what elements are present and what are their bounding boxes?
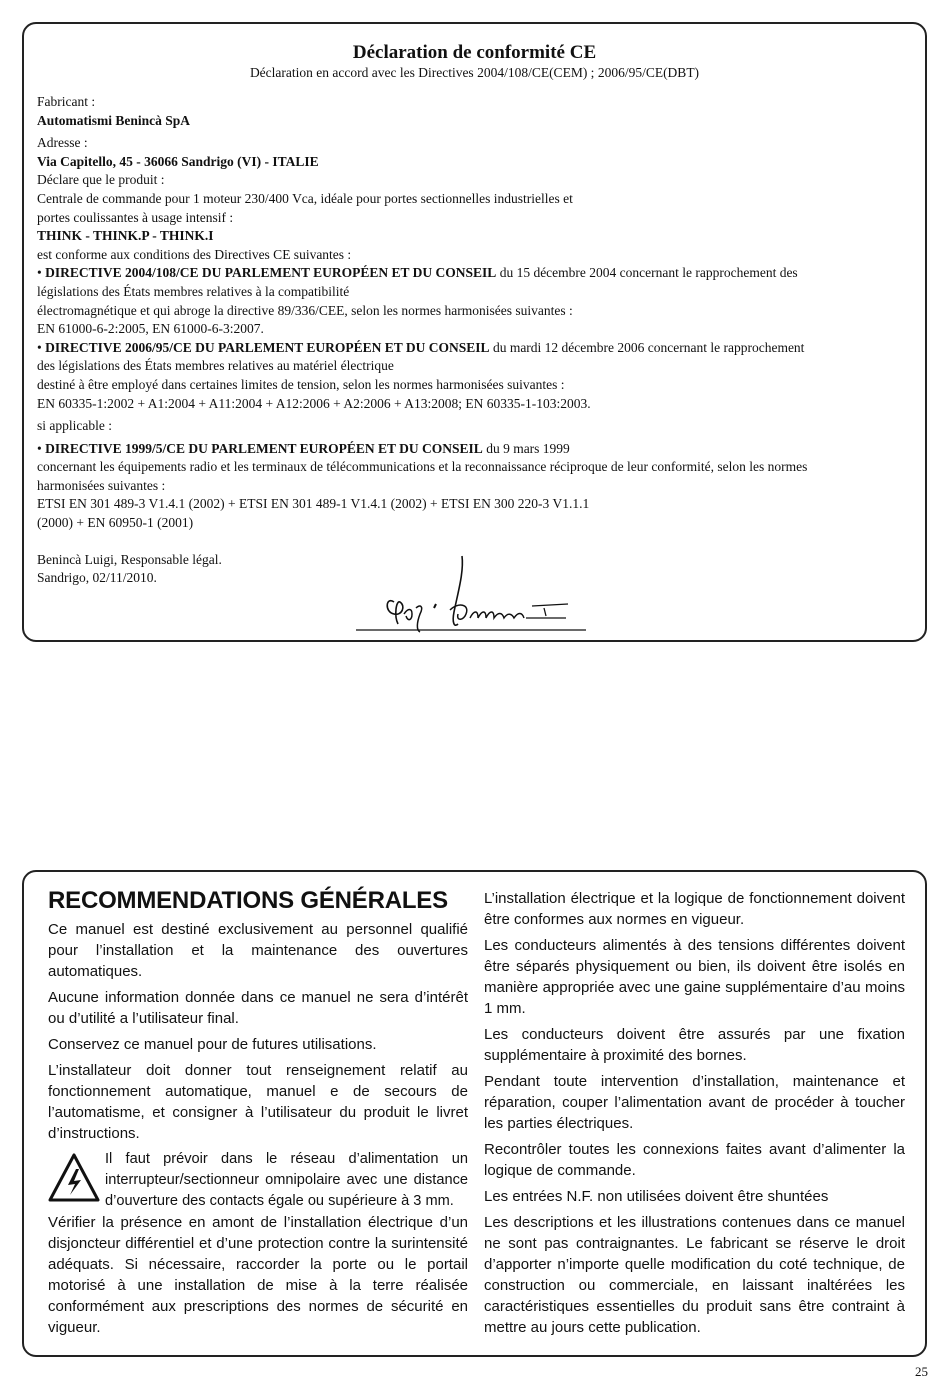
directive-1 — [37, 264, 917, 283]
recommendation-paragraph: Conservez ce manuel pour de futures utilisations. — [48, 1036, 377, 1053]
directive-3 — [37, 440, 917, 459]
directive-3-rest: du 9 mars 1999 — [482, 440, 570, 456]
manufacturer-name: Automatismi Benincà SpA — [37, 112, 191, 128]
directive-1-title: DIRECTIVE 2004/108/CE DU PARLEMENT EUROPÉEN ET DU CONSEIL — [45, 265, 497, 281]
recommendation-paragraph: Pendant toute intervention d’installation, maintenance et réparation, couper l’alimentation avant de procéder à toucher les parties électriques. — [484, 1073, 905, 1132]
directive-1-bullet: • — [37, 265, 46, 281]
product-description-line-2: portes coulissantes à usage intensif : — [37, 209, 234, 225]
recommendations-title: RECOMMENDATIONS GÉNÉRALES — [48, 887, 448, 914]
address-value: Via Capitello, 45 - 36066 Sandrigo (VI) - ITALIE — [37, 153, 319, 169]
recommendation-paragraph: L’installateur doit donner tout renseignement relatif au fonctionnement automatique, manuel e de secours de l’automatisme, et consigner à l’utilisateur du produit le livret d’instructions. — [48, 1062, 468, 1142]
directive-1-norms: EN 61000-6-2:2005, EN 61000-6-3:2007. — [37, 321, 264, 337]
directive-3-norms-1: ETSI EN 301 489-3 V1.4.1 (2002) + ETSI EN 301 489-1 V1.4.1 (2002) + ETSI EN 300 220-3 V1.1.1 — [37, 496, 590, 512]
recommendation-paragraph: Les descriptions et les illustrations contenues dans ce manuel ne sont pas contraignantes. Le fabricant se réserve le droit d’apporter n’importe quelle modification du coté technique, de construction ou commerciale, en laissant inaltérées les caractéristiques essentielles du produit sans être contraint à mettre au jours cette publication. — [484, 1214, 905, 1336]
declaration-body — [37, 93, 917, 588]
place-date: Sandrigo, 02/11/2010. — [37, 570, 157, 586]
directive-3-line-3: harmonisées suivantes : — [37, 477, 166, 493]
signatory: Benincà Luigi, Responsable légal. — [37, 551, 222, 567]
directive-1-rest: du 15 décembre 2004 concernant le rapprochement des — [496, 265, 798, 281]
directive-2-line-2: des législations des États membres relatives au matériel électrique — [37, 358, 394, 374]
page-number: 25 — [915, 1364, 928, 1379]
directive-3-title: DIRECTIVE 1999/5/CE DU PARLEMENT EUROPÉEN ET DU CONSEIL — [45, 440, 483, 456]
address-label: Adresse : — [37, 135, 88, 151]
declaration-subtitle: Déclaration en accord avec les Directives 2004/108/CE(CEM) ; 2006/95/CE(DBT) — [249, 65, 700, 80]
recommendation-paragraph: Recontrôler toutes les connexions faites avant d’alimenter la logique de commande. — [484, 1141, 905, 1179]
recommendations-box — [22, 870, 927, 1357]
directive-3-norms-2: (2000) + EN 60950-1 (2001) — [37, 515, 194, 531]
if-applicable-text: si applicable : — [37, 418, 112, 434]
directive-2-line-3: destiné à être employé dans certaines limites de tension, selon les normes harmonisées suivantes : — [37, 376, 565, 392]
directive-2-rest: du mardi 12 décembre 2006 concernant le rapprochement — [489, 339, 805, 355]
signature-image — [354, 552, 590, 634]
directive-2 — [37, 339, 917, 358]
declares-text: Déclare que le produit : — [37, 172, 165, 188]
declaration-title: Déclaration de conformité CE — [352, 42, 597, 63]
recommendation-paragraph: Aucune information donnée dans ce manuel ne sera d’intérêt ou d’utilité a l’utilisateur final. — [48, 989, 468, 1027]
recommendations-left-column — [48, 919, 468, 1343]
recommendation-paragraph: Vérifier la présence en amont de l’installation électrique d’un disjoncteur différentiel et d’une protection contre la surintensité adéquats. Si nécessaire, raccorder la porte ou le portail motorisé à une installation de mise à la terre réalisée conformément aux prescriptions des normes de sécurité en vigueur. — [48, 1214, 468, 1336]
warning-text: Il faut prévoir dans le réseau d’alimentation un interrupteur/sectionneur omnipolaire avec une distance d’ouverture des contacts égale ou supérieure à 3 mm. — [105, 1151, 468, 1209]
directive-2-norms: EN 60335-1:2002 + A1:2004 + A11:2004 + A12:2006 + A2:2006 + A13:2008; EN 60335-1-103:2003. — [37, 395, 591, 411]
directive-2-bullet: • — [37, 339, 46, 355]
product-name: THINK - THINK.P - THINK.I — [37, 228, 214, 244]
warning-block — [48, 1149, 468, 1212]
recommendations-right-column — [484, 888, 905, 1343]
manufacturer-label: Fabricant : — [37, 94, 96, 109]
directive-3-bullet: • — [37, 440, 46, 456]
declaration-box — [22, 22, 927, 642]
directive-3-line-2: concernant les équipements radio et les terminaux de télécommunications et la reconnaissance réciproque de leur conformité, selon les normes — [37, 459, 808, 475]
conforms-text: est conforme aux conditions des Directives CE suivantes : — [37, 246, 352, 262]
recommendation-paragraph: Les entrées N.F. non utilisées doivent être shuntées — [484, 1188, 829, 1205]
electrical-hazard-icon — [48, 1153, 100, 1203]
directive-1-line-2: législations des États membres relatives à la compatibilité — [37, 283, 350, 299]
recommendation-paragraph: L’installation électrique et la logique de fonctionnement doivent être conformes aux normes en vigueur. — [484, 890, 905, 928]
recommendation-paragraph: Les conducteurs alimentés à des tensions différentes doivent être séparés physiquement ou bien, ils doivent être isolés en manière appropriée avec une gaine supplémentaire d’au moins 1 mm. — [484, 937, 905, 1017]
directive-2-title: DIRECTIVE 2006/95/CE DU PARLEMENT EUROPÉEN ET DU CONSEIL — [45, 339, 490, 355]
recommendation-paragraph: Ce manuel est destiné exclusivement au personnel qualifié pour l’installation et la maintenance des ouvertures automatiques. — [48, 921, 468, 980]
recommendation-paragraph: Les conducteurs doivent être assurés par une fixation supplémentaire à proximité des bornes. — [484, 1026, 905, 1064]
directive-1-line-3: électromagnétique et qui abroge la directive 89/336/CEE, selon les normes harmonisées suivantes : — [37, 302, 573, 318]
product-description-line-1: Centrale de commande pour 1 moteur 230/400 Vca, idéale pour portes sectionnelles industrielles et — [37, 190, 573, 206]
